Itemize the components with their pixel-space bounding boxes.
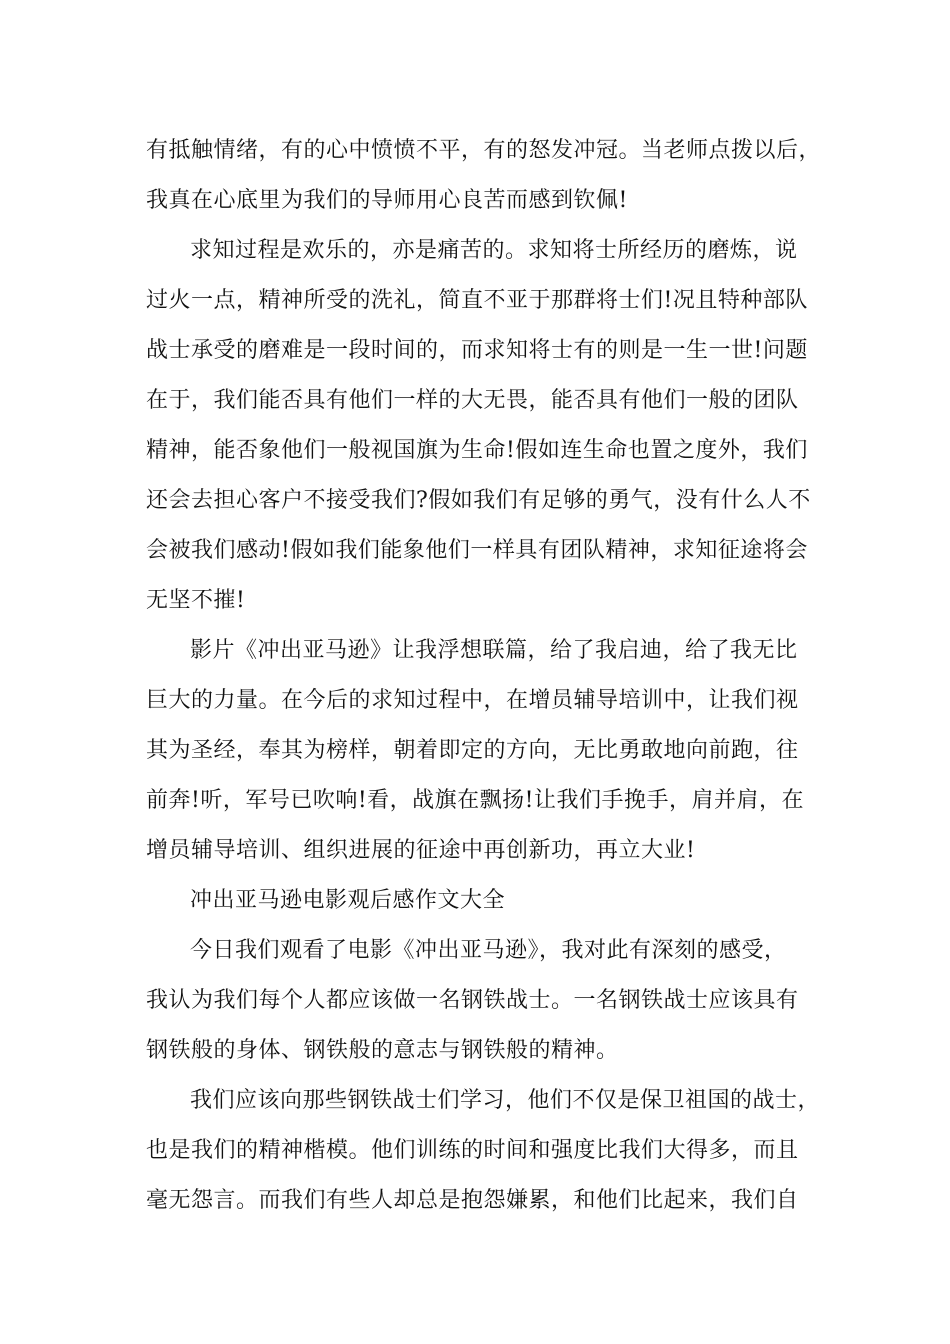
paragraph-start-line: 我们应该向那些钢铁战士们学习，他们不仅是保卫祖国的战士， (190, 1088, 821, 1113)
text-line: 钢铁般的身体、钢铁般的意志与钢铁般的精神。 (146, 1038, 619, 1063)
text-line: 精神，能否象他们一般视国旗为生命!假如连生命也置之度外，我们 (146, 438, 808, 463)
paragraph-start-line: 影片《冲出亚马逊》让我浮想联篇，给了我启迪，给了我无比 (190, 638, 798, 663)
document-body (146, 126, 822, 1226)
text-line: 其为圣经，奉其为榜样，朝着即定的方向，无比勇敢地向前跑，往 (146, 738, 799, 763)
text-line: 过火一点，精神所受的洗礼，简直不亚于那群将士们!况且特种部队 (146, 288, 808, 313)
paragraph-start-line: 今日我们观看了电影《冲出亚马逊》，我对此有深刻的感受， (190, 938, 787, 963)
text-line: 增员辅导培训、组织进展的征途中再创新功，再立大业! (146, 838, 696, 863)
text-line: 还会去担心客户不接受我们?假如我们有足够的勇气，没有什么人不 (146, 488, 811, 513)
text-line: 也是我们的精神楷模。他们训练的时间和强度比我们大得多，而且 (146, 1138, 799, 1163)
text-line: 前奔!听，军号已吹响!看，战旗在飘扬!让我们手挽手，肩并肩，在 (146, 788, 805, 813)
text-line: 无坚不摧! (146, 588, 246, 613)
text-line: 在于，我们能否具有他们一样的大无畏，能否具有他们一般的团队 (146, 388, 799, 413)
text-line: 战士承受的磨难是一段时间的，而求知将士有的则是一生一世!问题 (146, 338, 808, 363)
text-line: 会被我们感动!假如我们能象他们一样具有团队精神，求知征途将会 (146, 538, 808, 563)
section-heading: 冲出亚马逊电影观后感作文大全 (190, 888, 506, 913)
paragraph-start-line: 求知过程是欢乐的，亦是痛苦的。求知将士所经历的磨炼，说 (190, 238, 798, 263)
text-line: 有抵触情绪，有的心中愤愤不平，有的怒发冲冠。当老师点拨以后， (146, 138, 822, 163)
text-line: 我真在心底里为我们的导师用心良苦而感到钦佩! (146, 188, 628, 213)
text-line: 巨大的力量。在今后的求知过程中，在增员辅导培训中，让我们视 (146, 688, 799, 713)
text-line: 我认为我们每个人都应该做一名钢铁战士。一名钢铁战士应该具有 (146, 988, 799, 1013)
text-line: 毫无怨言。而我们有些人却总是抱怨嫌累，和他们比起来，我们自 (146, 1188, 799, 1213)
